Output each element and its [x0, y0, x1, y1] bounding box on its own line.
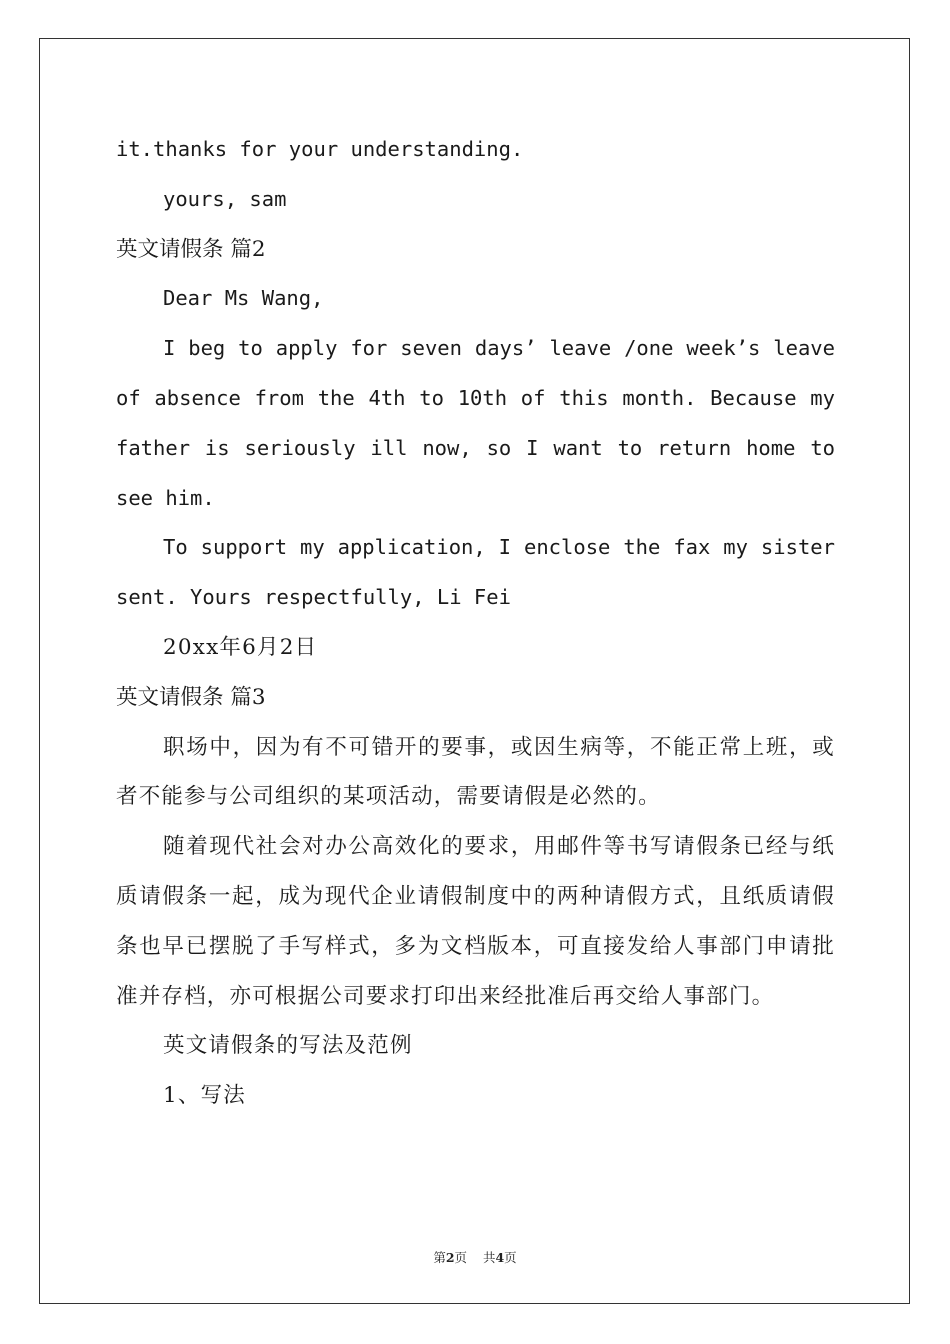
paragraph-date: 20xx年6月2日	[163, 634, 318, 660]
paragraph-closing-thanks: it.thanks for your understanding.	[116, 137, 524, 161]
document-body	[116, 125, 835, 1121]
paragraph-signature-sam: yours, sam	[163, 186, 287, 211]
paragraph-leave-request: I beg to apply for seven days’ leave /one week’s leave of absence from the 4th to 10th of this month. Because my father is seriously ill now, so I want to return home to see him.	[116, 336, 835, 510]
paragraph-salutation: Dear Ms Wang,	[163, 286, 324, 311]
footer-page-current: 2	[445, 1250, 455, 1265]
page-footer	[0, 1248, 950, 1266]
section-heading-2: 英文请假条 篇2	[116, 236, 266, 262]
paragraph-support-fax: To support my application, I enclose the fax my sister sent. Yours respectfully, Li Fei	[116, 535, 835, 610]
footer-page-prefix: 第	[433, 1250, 446, 1265]
footer-total-prefix: 共	[482, 1250, 496, 1265]
paragraph-workplace-leave: 职场中，因为有不可错开的要事，或因生病等，不能正常上班，或者不能参与公司组织的某项活动，需要请假是必然的。	[116, 734, 835, 810]
paragraph-modern-leave: 随着现代社会对办公高效化的要求，用邮件等书写请假条已经与纸质请假条一起，成为现代企业请假制度中的两种请假方式，且纸质请假条也早已摆脱了手写样式，多为文档版本，可直接发给人事部门申请批准并存档，亦可根据公司要求打印出来经批准后再交给人事部门。	[116, 834, 835, 1009]
section-heading-3: 英文请假条 篇3	[116, 684, 266, 710]
paragraph-writing-method: 1、写法	[163, 1083, 246, 1109]
footer-total-suffix: 页	[504, 1250, 517, 1265]
paragraph-writing-examples-title: 英文请假条的写法及范例	[163, 1033, 413, 1059]
footer-page-suffix: 页	[454, 1250, 468, 1265]
footer-page-total: 4	[495, 1250, 505, 1265]
